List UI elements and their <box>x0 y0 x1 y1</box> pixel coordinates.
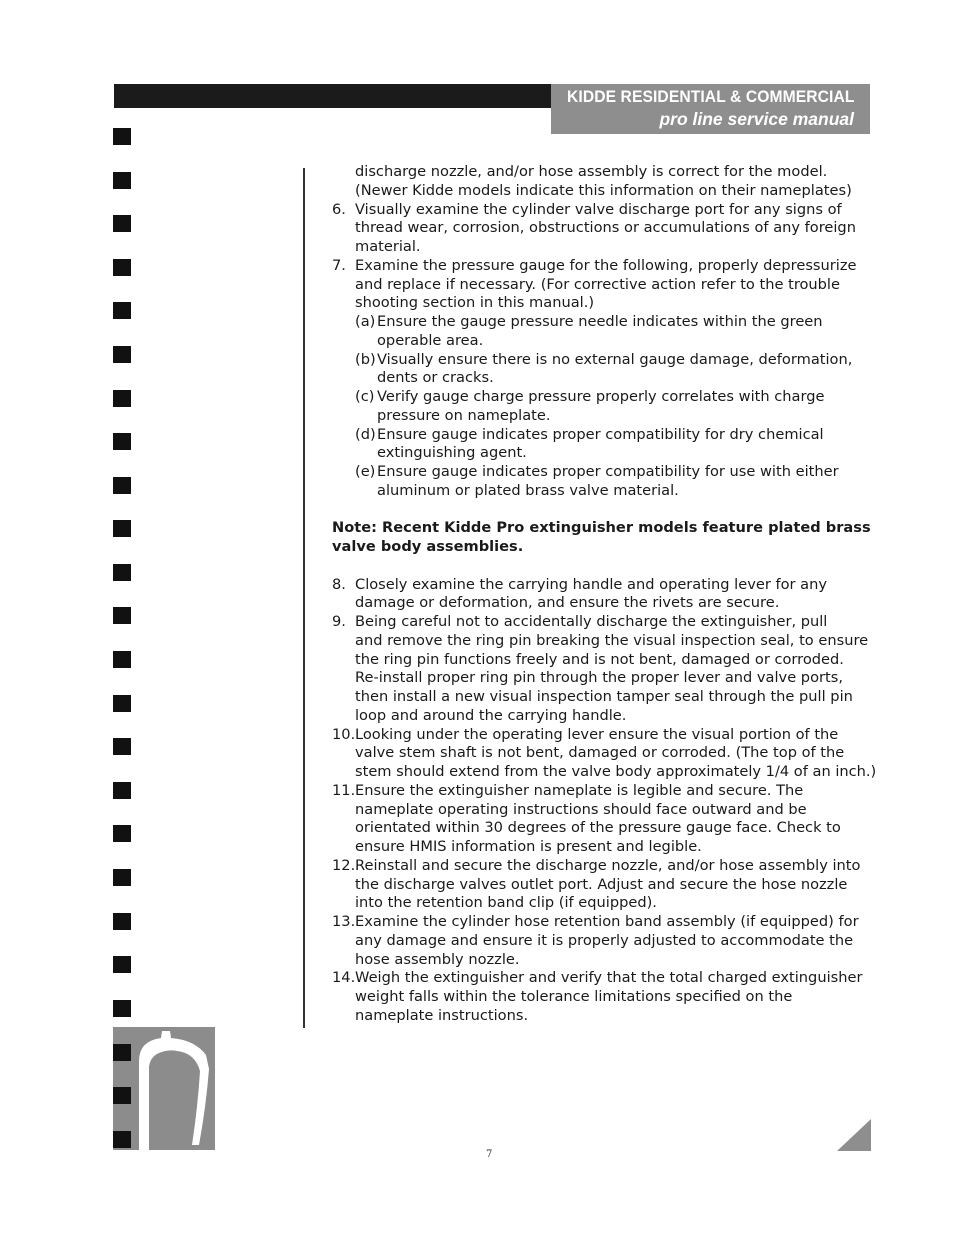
item-text: orientated within 30 degrees of the pressure gauge face. Check to <box>355 819 841 837</box>
square-marker-icon <box>113 913 131 930</box>
item-text: the ring pin functions freely and is not bent, damaged or corroded. <box>355 650 844 668</box>
item-number: 7. <box>332 256 346 274</box>
item-text: Examine the pressure gauge for the following, properly depressurize <box>355 256 857 274</box>
note-text: valve body assemblies. <box>332 538 524 555</box>
item-number: 11. <box>332 781 356 799</box>
item-text: shooting section in this manual.) <box>355 294 595 312</box>
page-number: 7 <box>486 1149 493 1160</box>
item-number: 6. <box>332 200 346 218</box>
sub-item-text: dents or cracks. <box>377 369 494 387</box>
list-item-11 <box>332 782 877 801</box>
list-item-12 <box>332 857 877 876</box>
note-text: Note: Recent Kidde Pro extinguisher models feature plated brass <box>332 519 871 537</box>
item-text: Ensure the extinguisher nameplate is legible and secure. The <box>355 781 804 799</box>
square-marker-icon <box>113 651 131 668</box>
header-black-bar <box>114 84 552 108</box>
extinguisher-icon-box <box>113 1027 215 1150</box>
sub-item-text: aluminum or plated brass valve material. <box>377 481 679 499</box>
page-corner-triangle-icon <box>837 1119 871 1151</box>
item-number: 12. <box>332 856 356 874</box>
header-box <box>551 84 870 134</box>
item-text: damage or deformation, and ensure the rivets are secure. <box>355 594 780 612</box>
square-marker-icon <box>113 172 131 189</box>
sub-item-text: Ensure gauge indicates proper compatibility for use with either <box>377 463 839 480</box>
item-text: and remove the ring pin breaking the visual inspection seal, to ensure <box>355 631 869 649</box>
item-number: 9. <box>332 613 346 630</box>
item-text: nameplate operating instructions should face outward and be <box>355 800 807 818</box>
intro-line: discharge nozzle, and/or hose assembly is correct for the model. <box>355 163 828 180</box>
list-item-6 <box>332 201 877 220</box>
list-item-8 <box>332 576 877 595</box>
item-number: 14. <box>332 969 356 987</box>
square-marker-icon <box>113 825 131 842</box>
item-text: loop and around the carrying handle. <box>355 706 627 724</box>
fire-extinguisher-icon <box>113 1027 215 1150</box>
square-marker-icon <box>113 215 131 232</box>
spacer <box>332 501 877 520</box>
item-text: thread wear, corrosion, obstructions or accumulations of any foreign <box>355 219 856 237</box>
item-text: ensure HMIS information is present and legible. <box>355 838 702 855</box>
square-marker-icon <box>113 695 131 712</box>
square-marker-icon <box>113 390 131 407</box>
sub-item-label: (b) <box>355 350 376 368</box>
square-marker-icon <box>113 564 131 581</box>
list-item-7 <box>332 257 877 276</box>
item-text: into the retention band clip (if equipped). <box>355 894 657 912</box>
item-text: valve stem shaft is not bent, damaged or corroded. (The top of the <box>355 744 845 762</box>
sub-item-label: (d) <box>355 425 376 443</box>
list-item-13 <box>332 913 877 932</box>
item-text: any damage and ensure it is properly adjusted to accommodate the <box>355 931 854 949</box>
square-marker-icon <box>113 346 131 363</box>
square-marker-icon <box>113 302 131 319</box>
item-text: hose assembly nozzle. <box>355 950 520 968</box>
square-marker-icon <box>113 1000 131 1017</box>
item-text: Looking under the operating lever ensure the visual portion of the <box>355 725 839 743</box>
square-marker-icon <box>113 477 131 494</box>
square-marker-icon <box>113 259 131 276</box>
sub-item-c <box>332 388 877 407</box>
sub-item-text: Ensure gauge indicates proper compatibility for dry chemical <box>377 425 824 443</box>
sub-item-text: pressure on nameplate. <box>377 406 551 424</box>
margin-rule <box>303 168 305 1028</box>
main-content <box>332 163 877 1026</box>
intro-line: (Newer Kidde models indicate this information on their nameplates) <box>355 181 852 199</box>
item-text: material. <box>355 238 421 255</box>
square-marker-icon <box>113 782 131 799</box>
sub-item-label: (c) <box>355 388 375 405</box>
item-text: Closely examine the carrying handle and operating lever for any <box>355 575 828 593</box>
sub-item-d <box>332 426 877 445</box>
item-text: weight falls within the tolerance limitations specified on the <box>355 988 793 1005</box>
list-item-14 <box>332 969 877 988</box>
item-text: Examine the cylinder hose retention band assembly (if equipped) for <box>355 913 859 930</box>
header-title: KIDDE RESIDENTIAL & COMMERCIAL <box>566 87 854 106</box>
square-marker-icon <box>113 128 131 145</box>
item-text: nameplate instructions. <box>355 1006 529 1024</box>
item-text: Weigh the extinguisher and verify that the total charged extinguisher <box>355 969 863 987</box>
sub-item-a <box>332 313 877 332</box>
item-text: and replace if necessary. (For corrective action refer to the trouble <box>355 275 840 293</box>
item-text: Re-install proper ring pin through the proper lever and valve ports, <box>355 669 843 687</box>
sub-item-text: extinguishing agent. <box>377 444 527 462</box>
square-marker-icon <box>113 607 131 624</box>
item-text: then install a new visual inspection tamper seal through the pull pin <box>355 688 853 705</box>
sub-item-label: (e) <box>355 463 376 480</box>
sub-item-text: operable area. <box>377 331 484 349</box>
item-text: stem should extend from the valve body approximately 1/4 of an inch.) <box>355 763 877 780</box>
item-number: 10. <box>332 725 356 743</box>
sub-item-text: Verify gauge charge pressure properly correlates with charge <box>377 388 825 405</box>
list-item-10 <box>332 726 877 745</box>
item-text: Reinstall and secure the discharge nozzle, and/or hose assembly into <box>355 856 861 874</box>
item-text: Being careful not to accidentally discharge the extinguisher, pull <box>355 613 828 630</box>
item-number: 13. <box>332 913 356 930</box>
square-marker-icon <box>113 869 131 886</box>
item-number: 8. <box>332 575 346 593</box>
square-marker-icon <box>113 738 131 755</box>
square-marker-icon <box>113 433 131 450</box>
item-text: the discharge valves outlet port. Adjust and secure the hose nozzle <box>355 875 848 893</box>
square-marker-icon <box>113 956 131 973</box>
sub-item-text: Visually ensure there is no external gauge damage, deformation, <box>377 350 853 368</box>
header-subtitle: pro line service manual <box>659 109 854 129</box>
list-item-9 <box>332 613 877 632</box>
square-marker-icon <box>113 520 131 537</box>
sub-item-label: (a) <box>355 313 376 330</box>
sub-item-e <box>332 463 877 482</box>
spacer <box>332 557 877 576</box>
sub-item-b <box>332 351 877 370</box>
item-text: Visually examine the cylinder valve discharge port for any signs of <box>355 200 842 218</box>
sub-item-text: Ensure the gauge pressure needle indicates within the green <box>377 313 823 330</box>
